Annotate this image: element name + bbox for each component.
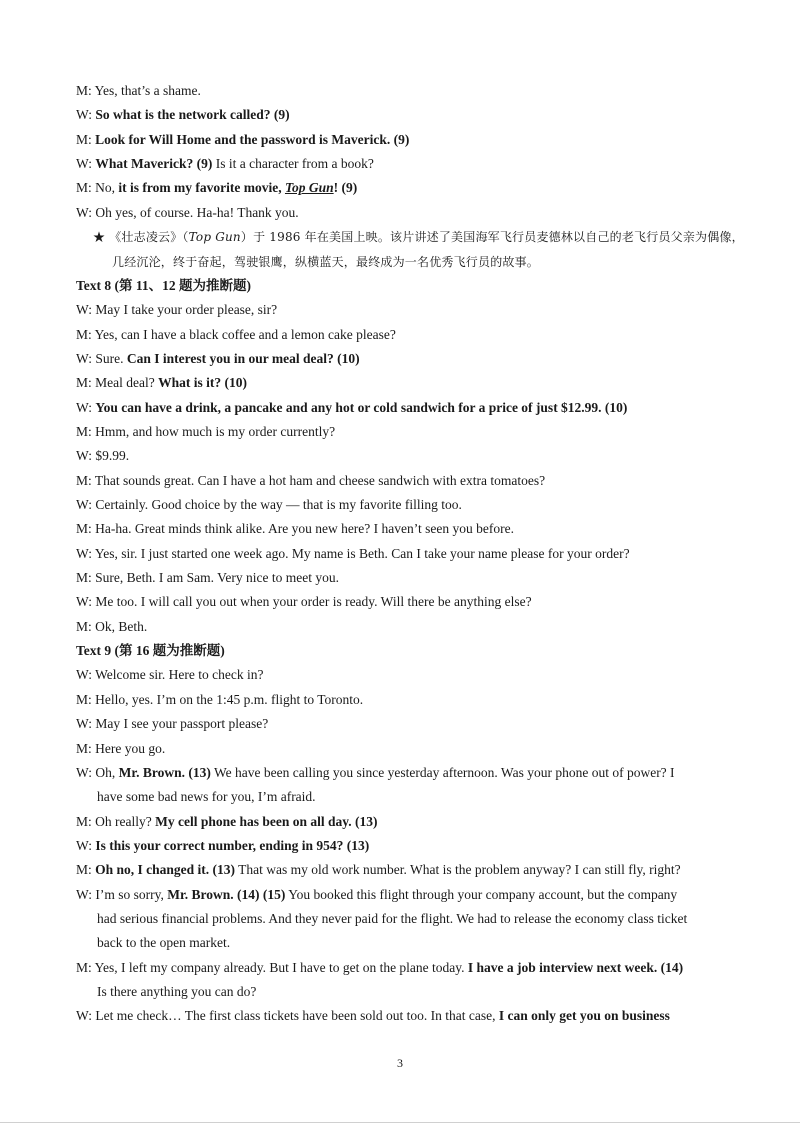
- text-segment: W:: [76, 156, 96, 172]
- text-segment: M: Hmm, and how much is my order currently?: [76, 423, 336, 439]
- text-segment: ）于 1986 年在美国上映。该片讲述了美国海军飞行员麦德林以自己的老飞行员父亲为偶像，: [240, 230, 744, 245]
- dialogue-line: [76, 593, 740, 611]
- dialogue-line: [97, 788, 740, 806]
- text-segment: had serious financial problems. And they never paid for the flight. We had to release the economy class ticket: [97, 910, 688, 926]
- text-segment: W: Oh,: [76, 764, 119, 780]
- text-segment: Oh no, I changed it. (13): [95, 862, 236, 878]
- dialogue-line: [76, 569, 740, 587]
- text-segment: I can only get you on business: [498, 1008, 670, 1024]
- text-segment: You booked this flight through your company account, but the company: [285, 886, 678, 902]
- text-segment: W: $9.99.: [76, 448, 130, 464]
- text-segment: M: Meal deal?: [76, 375, 159, 391]
- dialogue-line: [76, 520, 740, 538]
- text-segment: ★ 《壮志凌云》（: [93, 230, 189, 245]
- dialogue-line: [76, 496, 740, 514]
- text-segment: Text 8 (第 11、12 题为推断题): [76, 277, 251, 293]
- dialogue-line: [97, 910, 740, 928]
- text-segment: M: Ha-ha. Great minds think alike. Are you new here? I haven’t seen you before.: [76, 521, 514, 537]
- dialogue-line: [76, 886, 740, 904]
- dialogue-line: [76, 326, 740, 344]
- text-segment: I have a job interview next week. (14): [467, 959, 684, 975]
- dialogue-line: [76, 350, 740, 368]
- text-segment: it is from my favorite movie,: [118, 180, 285, 196]
- dialogue-line: [76, 813, 740, 831]
- dialogue-line: [76, 155, 740, 173]
- page-number: 3: [397, 1056, 403, 1070]
- text-segment: Top Gun: [188, 230, 241, 245]
- text-segment: Text 9 (第 16 题为推断题): [76, 643, 225, 659]
- text-segment: M: Oh really?: [76, 813, 156, 829]
- text-segment: Is there anything you can do?: [97, 984, 257, 999]
- text-segment: W: May I see your passport please?: [76, 716, 269, 732]
- text-segment: M:: [76, 862, 96, 878]
- dialogue-line: [76, 837, 740, 855]
- text-segment: W: Sure.: [76, 350, 127, 366]
- text-segment: Mr. Brown. (13): [118, 764, 211, 780]
- dialogue-line: [97, 983, 740, 1001]
- dialogue-line: [76, 399, 740, 417]
- text-segment: W: Yes, sir. I just started one week ago. My name is Beth. Can I take your name please for your order?: [76, 545, 630, 561]
- dialogue-line: [76, 447, 740, 465]
- section-heading: [76, 642, 740, 660]
- text-segment: W: May I take your order please, sir?: [76, 302, 278, 318]
- text-segment: W:: [76, 107, 96, 123]
- text-segment: We have been calling you since yesterday afternoon. Was your phone out of power? I: [210, 764, 675, 780]
- text-segment: W: I’m so sorry,: [76, 886, 168, 902]
- text-segment: M: No,: [76, 180, 119, 196]
- text-segment: M: Sure, Beth. I am Sam. Very nice to meet you.: [76, 570, 339, 585]
- text-segment: You can have a drink, a pancake and any hot or cold sandwich for a price of just $12.99. (10): [95, 399, 628, 415]
- dialogue-line: [76, 545, 740, 563]
- dialogue-line: [76, 106, 740, 124]
- text-segment: W: Me too. I will call you out when your order is ready. Will there be anything else?: [76, 594, 532, 610]
- dialogue-line: [76, 374, 740, 392]
- text-segment: So what is the network called? (9): [95, 107, 290, 123]
- footnote-line: [112, 253, 740, 271]
- text-segment: M: Yes, I left my company already. But I have to get on the plane today.: [76, 959, 468, 975]
- dialogue-line: [76, 179, 740, 197]
- text-segment: M: Hello, yes. I’m on the 1:45 p.m. flight to Toronto.: [76, 691, 364, 707]
- text-segment: W: Welcome sir. Here to check in?: [76, 667, 264, 683]
- text-segment: W: Certainly. Good choice by the way — that is my favorite filling too.: [76, 497, 462, 512]
- text-segment: 几经沉沦，终于奋起，驾驶银鹰，纵横蓝天，最终成为一名优秀飞行员的故事。: [112, 254, 540, 269]
- text-segment: Look for Will Home and the password is Maverick. (9): [95, 131, 410, 147]
- text-segment: have some bad news for you, I’m afraid.: [97, 789, 316, 805]
- text-segment: M:: [76, 131, 96, 147]
- text-segment: Is this your correct number, ending in 954? (13): [95, 837, 370, 853]
- text-segment: Top Gun: [284, 180, 334, 196]
- dialogue-line: [97, 934, 740, 952]
- dialogue-line: [76, 131, 740, 149]
- text-segment: M: Here you go.: [76, 740, 166, 756]
- text-segment: Is it a character from a book?: [212, 156, 374, 172]
- dialogue-line: [76, 423, 740, 441]
- dialogue-line: [76, 715, 740, 733]
- text-segment: W:: [76, 837, 96, 853]
- text-segment: ! (9): [333, 180, 358, 196]
- text-segment: M: Yes, that’s a shame.: [76, 83, 201, 98]
- text-segment: W: Oh yes, of course. Ha-ha! Thank you.: [76, 204, 299, 220]
- dialogue-line: [76, 666, 740, 684]
- dialogue-line: [76, 740, 740, 758]
- text-segment: M: Yes, can I have a black coffee and a lemon cake please?: [76, 326, 396, 342]
- text-segment: That was my old work number. What is the problem anyway? I can still fly, right?: [235, 862, 681, 878]
- text-segment: What is it? (10): [158, 375, 247, 391]
- dialogue-line: [76, 959, 740, 977]
- text-segment: M: Ok, Beth.: [76, 618, 148, 634]
- dialogue-line: [76, 618, 740, 636]
- dialogue-line: [76, 204, 740, 222]
- text-segment: W:: [76, 399, 96, 415]
- section-heading: [76, 277, 740, 295]
- text-segment: What Maverick? (9): [95, 156, 213, 172]
- text-segment: Mr. Brown. (14) (15): [167, 886, 286, 902]
- dialogue-line: [76, 764, 740, 782]
- dialogue-line: [76, 82, 740, 100]
- dialogue-line: [76, 301, 740, 319]
- dialogue-line: [76, 861, 740, 879]
- page-bottom-edge: [0, 1122, 800, 1123]
- text-segment: M: That sounds great. Can I have a hot ham and cheese sandwich with extra tomatoes?: [76, 472, 546, 488]
- text-segment: W: Let me check… The first class tickets have been sold out too. In that case,: [76, 1008, 499, 1024]
- dialogue-line: [76, 691, 740, 709]
- text-segment: My cell phone has been on all day. (13): [155, 813, 378, 829]
- footnote-line: [93, 228, 744, 246]
- dialogue-line: [76, 472, 740, 490]
- text-segment: back to the open market.: [97, 935, 231, 951]
- text-segment: Can I interest you in our meal deal? (10): [126, 350, 360, 366]
- dialogue-line: [76, 1007, 740, 1025]
